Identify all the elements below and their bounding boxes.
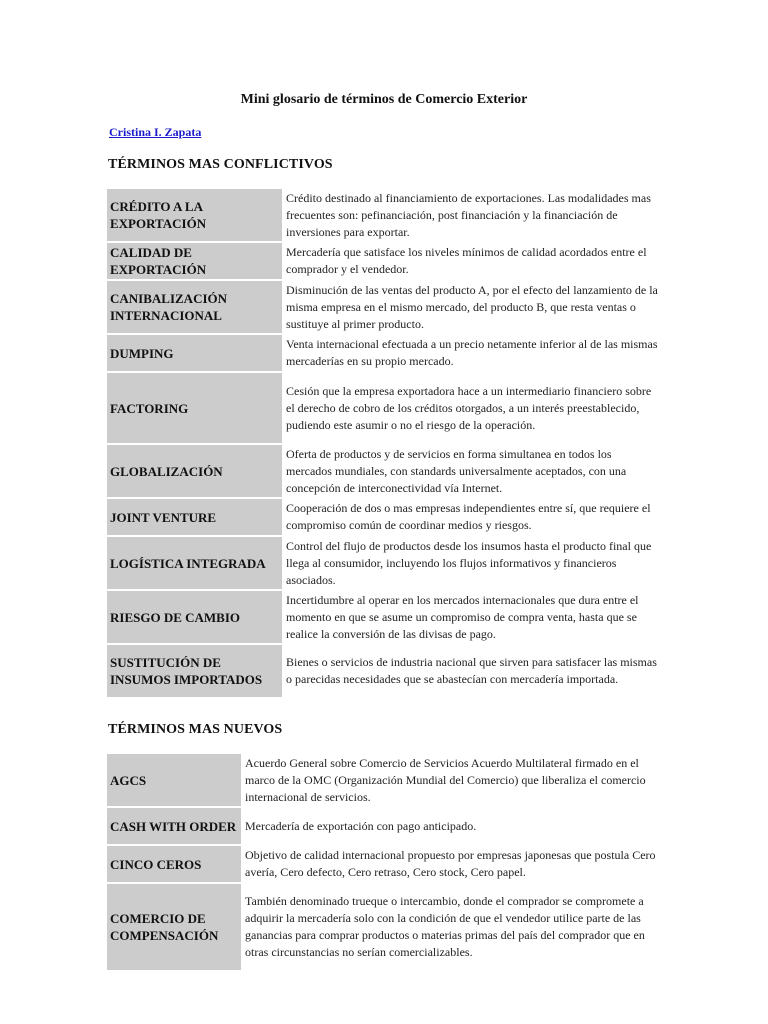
glossary-term: COMERCIO DE COMPENSACIÓN <box>107 884 241 970</box>
glossary-definition: Venta internacional efectuada a un precio netamente inferior al de las mismas mercaderías en su propio mercado. <box>286 337 658 368</box>
glossary-row <box>107 499 662 535</box>
section-heading-conflictivos: TÉRMINOS MAS CONFLICTIVOS <box>108 157 333 172</box>
glossary-definition: Cesión que la empresa exportadora hace a un intermediario financiero sobre el derecho de cobro de los créditos otorgados, a un interés preestablecido, pudiendo este asumir o no el riesgo de la operación. <box>286 383 652 432</box>
glossary-row <box>107 445 662 497</box>
glossary-row <box>107 645 662 697</box>
glossary-definition: Crédito destinado al financiamiento de exportaciones. Las modalidades mas frecuentes son: pefinanciación, post financiación y la financiación de inversiones para exportar. <box>286 190 651 239</box>
document-title: Mini glosario de términos de Comercio Exterior <box>240 92 528 107</box>
glossary-term: SUSTITUCIÓN DE INSUMOS IMPORTADOS <box>107 645 282 697</box>
glossary-definition: Control del flujo de productos desde los insumos hasta el producto final que llega al consumidor, incluyendo los flujos informativos y financieros asociados. <box>286 538 652 587</box>
glossary-term: JOINT VENTURE <box>107 499 282 535</box>
glossary-term: CINCO CEROS <box>107 846 241 882</box>
glossary-row <box>107 846 659 882</box>
glossary-term: FACTORING <box>107 373 282 443</box>
glossary-term: GLOBALIZACIÓN <box>107 445 282 497</box>
glossary-definition: Acuerdo General sobre Comercio de Servicios Acuerdo Multilateral firmado en el marco de la OMC (Organización Mundial del Comercio) que liberaliza el comercio internacional de servicios. <box>245 755 646 804</box>
glossary-term: CANIBALIZACIÓN INTERNACIONAL <box>107 281 282 333</box>
glossary-term: AGCS <box>107 754 241 806</box>
glossary-row <box>107 884 659 970</box>
glossary-definition: Bienes o servicios de industria nacional que sirven para satisfacer las mismas o parecidas necesidades que se abastecían con mercadería importada. <box>286 655 657 686</box>
glossary-term: CRÉDITO A LA EXPORTACIÓN <box>107 189 282 241</box>
glossary-row <box>107 373 662 443</box>
glossary-definition: También denominado trueque o intercambio, donde el comprador se compromete a adquirir la mercadería solo con la condición de que el vendedor utilice parte de las ganancias para comprar productos o materias primas del país del comprador que en otras circunstancias no serían comercializables. <box>245 894 645 959</box>
glossary-row <box>107 243 662 279</box>
glossary-table-conflictivos <box>105 187 664 699</box>
glossary-term: CASH WITH ORDER <box>107 808 241 844</box>
glossary-row <box>107 335 662 371</box>
glossary-term: DUMPING <box>107 335 282 371</box>
glossary-row <box>107 281 662 333</box>
glossary-row <box>107 808 659 844</box>
author-link[interactable]: Cristina I. Zapata <box>109 125 202 139</box>
glossary-definition: Incertidumbre al operar en los mercados internacionales que dura entre el momento en que se asume un compromiso de compra venta, hasta que se realice la conversión de las divisas de pago. <box>286 592 639 641</box>
glossary-row <box>107 189 662 241</box>
glossary-definition: Mercadería de exportación con pago anticipado. <box>245 818 477 833</box>
glossary-definition: Cooperación de dos o mas empresas independientes entre sí, que requiere el compromiso común de coordinar medios y riesgos. <box>286 501 651 532</box>
glossary-row <box>107 591 662 643</box>
glossary-definition: Objetivo de calidad internacional propuesto por empresas japonesas que postula Cero avería, Cero defecto, Cero retraso, Cero stock, Cero papel. <box>245 848 656 879</box>
section-heading-nuevos: TÉRMINOS MAS NUEVOS <box>108 722 283 737</box>
glossary-definition: Oferta de productos y de servicios en forma simultanea en todos los mercados mundiales, con standards universalmente aceptados, con una concepción de interconectividad vía Internet. <box>286 446 627 495</box>
glossary-definition: Disminución de las ventas del producto A, por el efecto del lanzamiento de la misma empresa en el mismo mercado, del producto B, que resta ventas o sustituye al primer producto. <box>286 282 658 331</box>
glossary-term: LOGÍSTICA INTEGRADA <box>107 537 282 589</box>
glossary-definition: Mercadería que satisface los niveles mínimos de calidad acordados entre el comprador y el vendedor. <box>286 245 647 276</box>
glossary-row <box>107 754 659 806</box>
glossary-term: RIESGO DE CAMBIO <box>107 591 282 643</box>
glossary-term: CALIDAD DE EXPORTACIÓN <box>107 243 282 279</box>
glossary-row <box>107 537 662 589</box>
glossary-table-nuevos <box>105 752 661 972</box>
